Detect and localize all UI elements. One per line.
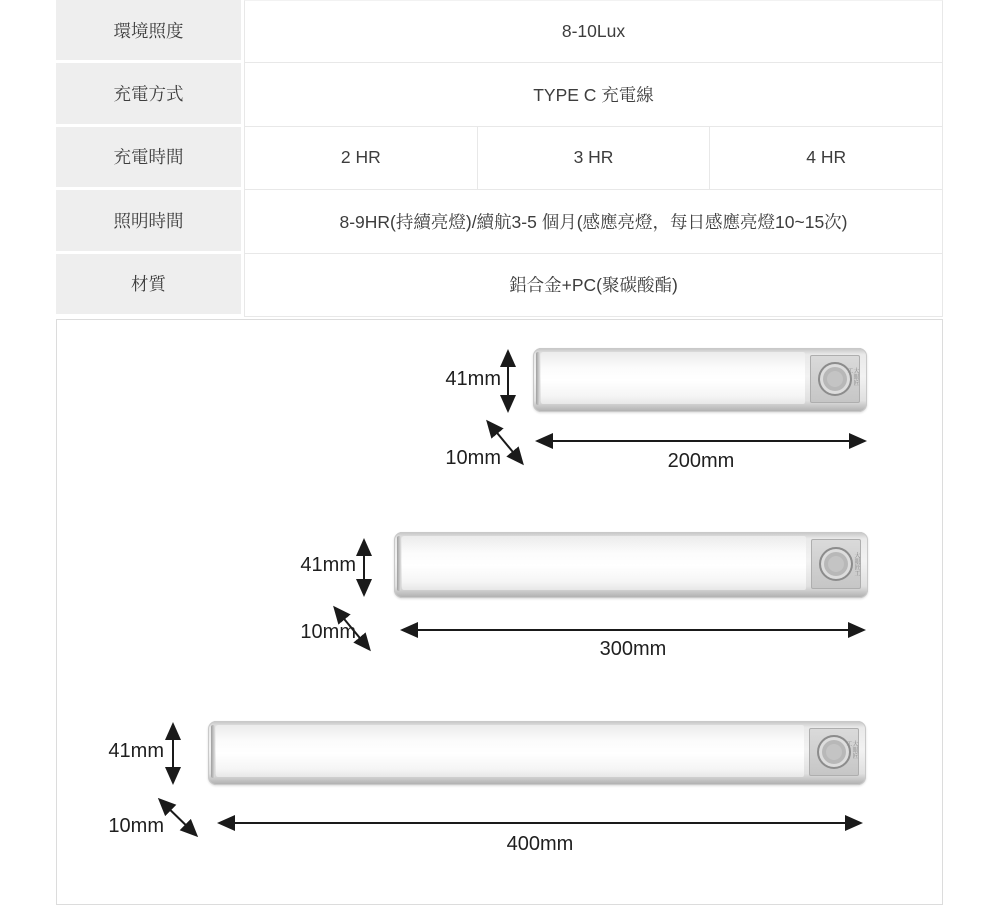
cell-lighting-time-value: 8-9HR(持續亮燈)/續航3-5 個月(感應亮燈，每日感應亮燈10~15次): [245, 190, 942, 252]
spec-table: [56, 0, 943, 317]
table-row: [56, 190, 943, 253]
depth-dim-label: 10mm: [300, 621, 356, 643]
dim-arrow-depth-400mm: [160, 800, 196, 835]
row-header-lighting-time: 照明時間: [56, 190, 241, 250]
brand-mark: 大眼匠工: [844, 740, 857, 759]
row-header-ambient-lux: 環境照度: [56, 0, 241, 60]
cell-charging-time-4hr: 4 HR: [709, 127, 942, 189]
table-row: [56, 0, 943, 63]
brand-mark: 大眼匠工: [845, 367, 858, 386]
cell-charging-method-value: TYPE C 充電線: [245, 63, 942, 125]
bar-diffuser: [216, 725, 804, 777]
length-dim-label: 400mm: [506, 833, 574, 855]
bar-diffuser: [402, 536, 806, 590]
light-bar-300mm: [394, 532, 868, 598]
cell-material-value: 鋁合金+PC(聚碳酸酯): [245, 254, 942, 316]
brand-mark: 大眼匠工: [853, 552, 859, 576]
bar-end-bevel: [397, 536, 401, 591]
sensor-panel: [809, 728, 859, 776]
cell-charging-time-3hr: 3 HR: [477, 127, 710, 189]
row-header-material: 材質: [56, 254, 241, 314]
table-row: [56, 63, 943, 126]
bar-end-bevel: [536, 352, 540, 405]
height-dim-label: 41mm: [445, 368, 501, 390]
height-dim-label: 41mm: [300, 554, 356, 576]
length-dim-label: 200mm: [667, 450, 735, 472]
dimensions-diagram: [56, 319, 943, 905]
row-header-charging-method: 充電方式: [56, 63, 241, 123]
length-dim-label: 300mm: [599, 638, 667, 660]
cell-ambient-lux-value: 8-10Lux: [245, 1, 942, 62]
table-row: [56, 254, 943, 317]
height-dim-label: 41mm: [108, 740, 164, 762]
table-row: [56, 127, 943, 190]
cell-charging-time-2hr: 2 HR: [245, 127, 477, 189]
sensor-panel: [811, 539, 861, 589]
motion-sensor-icon: [819, 547, 853, 581]
bar-end-bevel: [211, 725, 215, 778]
sensor-panel: [810, 355, 860, 403]
bar-diffuser: [541, 352, 805, 404]
depth-dim-label: 10mm: [108, 815, 164, 837]
light-bar-200mm: [533, 348, 867, 412]
row-header-charging-time: 充電時間: [56, 127, 241, 187]
light-bar-400mm: [208, 721, 866, 785]
depth-dim-label: 10mm: [445, 447, 501, 469]
